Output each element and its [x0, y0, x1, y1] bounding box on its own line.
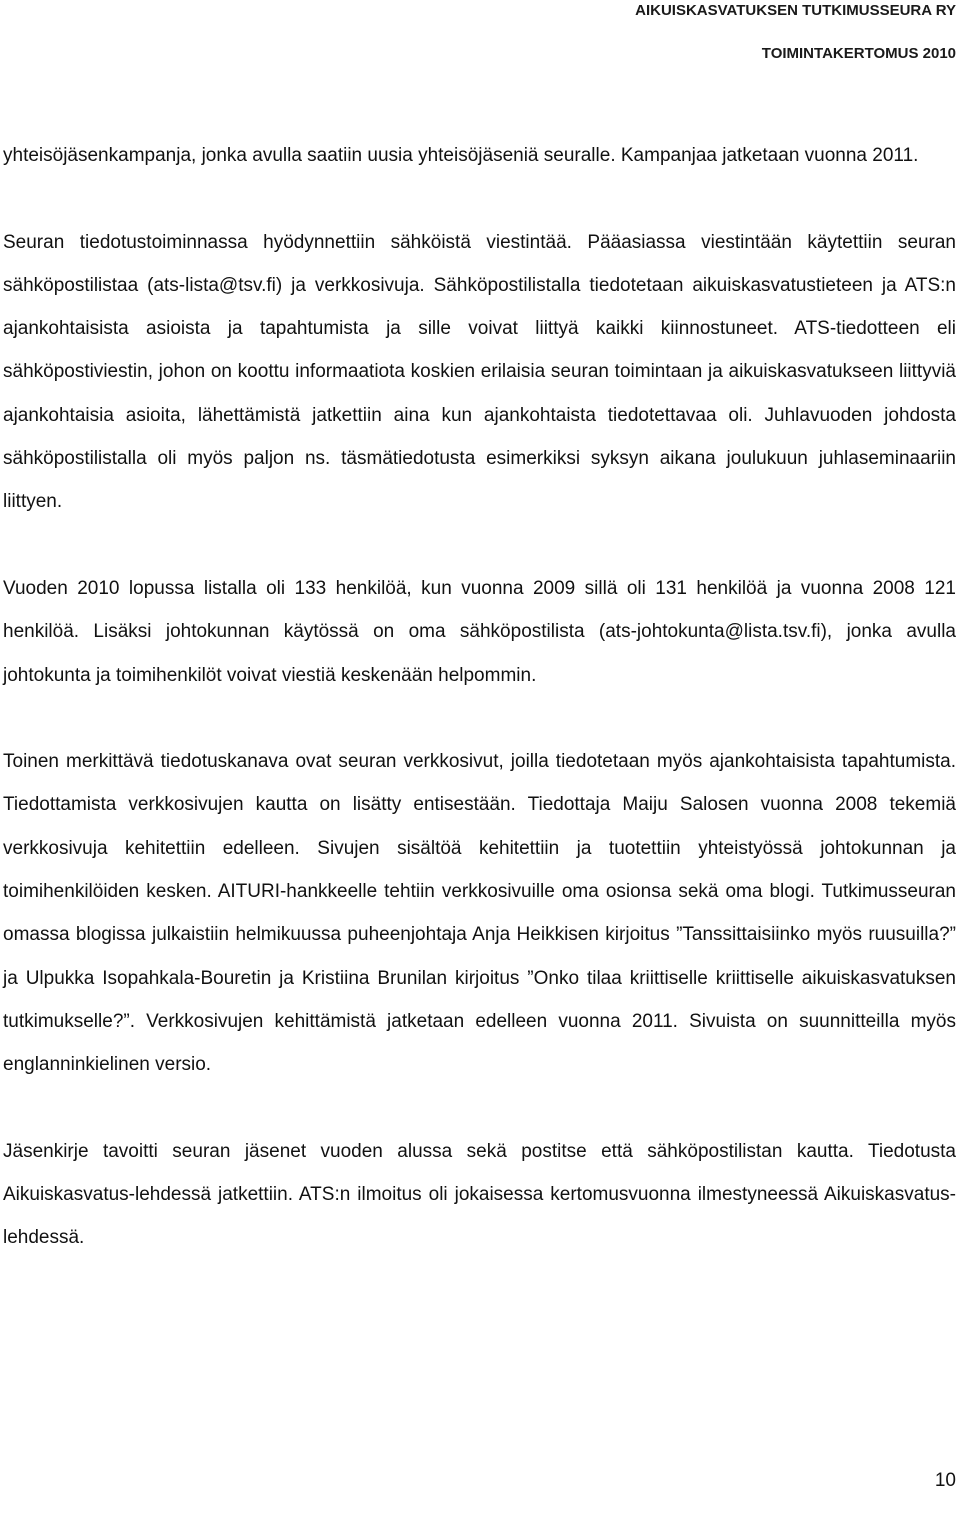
paragraph-electronic-communication: Seuran tiedotustoiminnassa hyödynnettiin sähköistä viestintää. Pääasiassa viestintään käytettiin seuran sähköpostilistaa (ats-lista@tsv.fi) ja verkkosivuja. Sähköpostilistalla tiedotetaan aikuiskasvatustieteen ja ATS:n ajankohtaisista asioista ja tapahtumista ja sille voivat liittyä kaikki kiinnostuneet. ATS-tiedotteen eli sähköpostiviestin, johon on koottu informaatiota koskien erilaisia seuran toimintaan ja aikuiskasvatukseen liittyviä ajankohtaisia asioita, lähettämistä jatkettiin aina kun ajankohtaista tiedotettavaa oli. Juhlavuoden johdosta sähköpostilistalla oli myös paljon ns. täsmätiedotusta esimerkiksi syksyn aikana joulukuun juhlaseminaariin liittyen. [3, 231, 956, 513]
paragraph-mailing-list-members: Vuoden 2010 lopussa listalla oli 133 henkilöä, kun vuonna 2009 sillä oli 131 henkilöä ja vuonna 2008 121 henkilöä. Lisäksi johtokunnan käytössä on oma sähköpostilista (ats-johtokunta@lista.tsv.fi), jonka avulla johtokunta ja toimihenkilöt voivat viestiä keskenään helpommin. [3, 577, 956, 686]
document-body [3, 134, 956, 1303]
report-title: TOIMINTAKERTOMUS 2010 [761, 45, 956, 62]
organization-name: AIKUISKASVATUKSEN TUTKIMUSSEURA RY [635, 2, 956, 19]
paragraph-newsletter: Jäsenkirje tavoitti seuran jäsenet vuoden alussa sekä postitse että sähköpostilistan kautta. Tiedotusta Aikuiskasvatus-lehdessä jatkettiin. ATS:n ilmoitus oli jokaisessa kertomusvuonna ilmestyneessä Aikuiskasvatus-lehdessä. [3, 1140, 956, 1249]
paragraph-membership-campaign: yhteisöjäsenkampanja, jonka avulla saatiin uusia yhteisöjäseniä seuralle. Kampanjaa jatketaan vuonna 2011. [3, 145, 919, 166]
paragraph-website: Toinen merkittävä tiedotuskanava ovat seuran verkkosivut, joilla tiedotetaan myös ajankohtaisista tapahtumista. Tiedottamista verkkosivujen kautta on lisätty entisestään. Tiedottaja Maiju Salosen vuonna 2008 tekemiä verkkosivuja kehitettiin edelleen. Sivujen sisältöä kehitettiin ja tuotettiin yhteistyössä johtokunnan ja toimihenkilöiden kesken. AITURI-hankkeelle tehtiin verkkosivuille oma osionsa sekä oma blogi. Tutkimusseuran omassa blogissa julkaistiin helmikuussa puheenjohtaja Anja Heikkisen kirjoitus ”Tanssittaisiinko myös ruusuilla?” ja Ulpukka Isopahkala-Bouretin ja Kristiina Brunilan kirjoitus ”Onko tilaa kriittiselle kriittiselle aikuiskasvatuksen tutkimukselle?”. Verkkosivujen kehittämistä jatketaan edelleen vuonna 2011. Sivuista on suunnitteilla myös englanninkielinen versio. [3, 751, 956, 1076]
page-number: 10 [934, 1470, 956, 1491]
